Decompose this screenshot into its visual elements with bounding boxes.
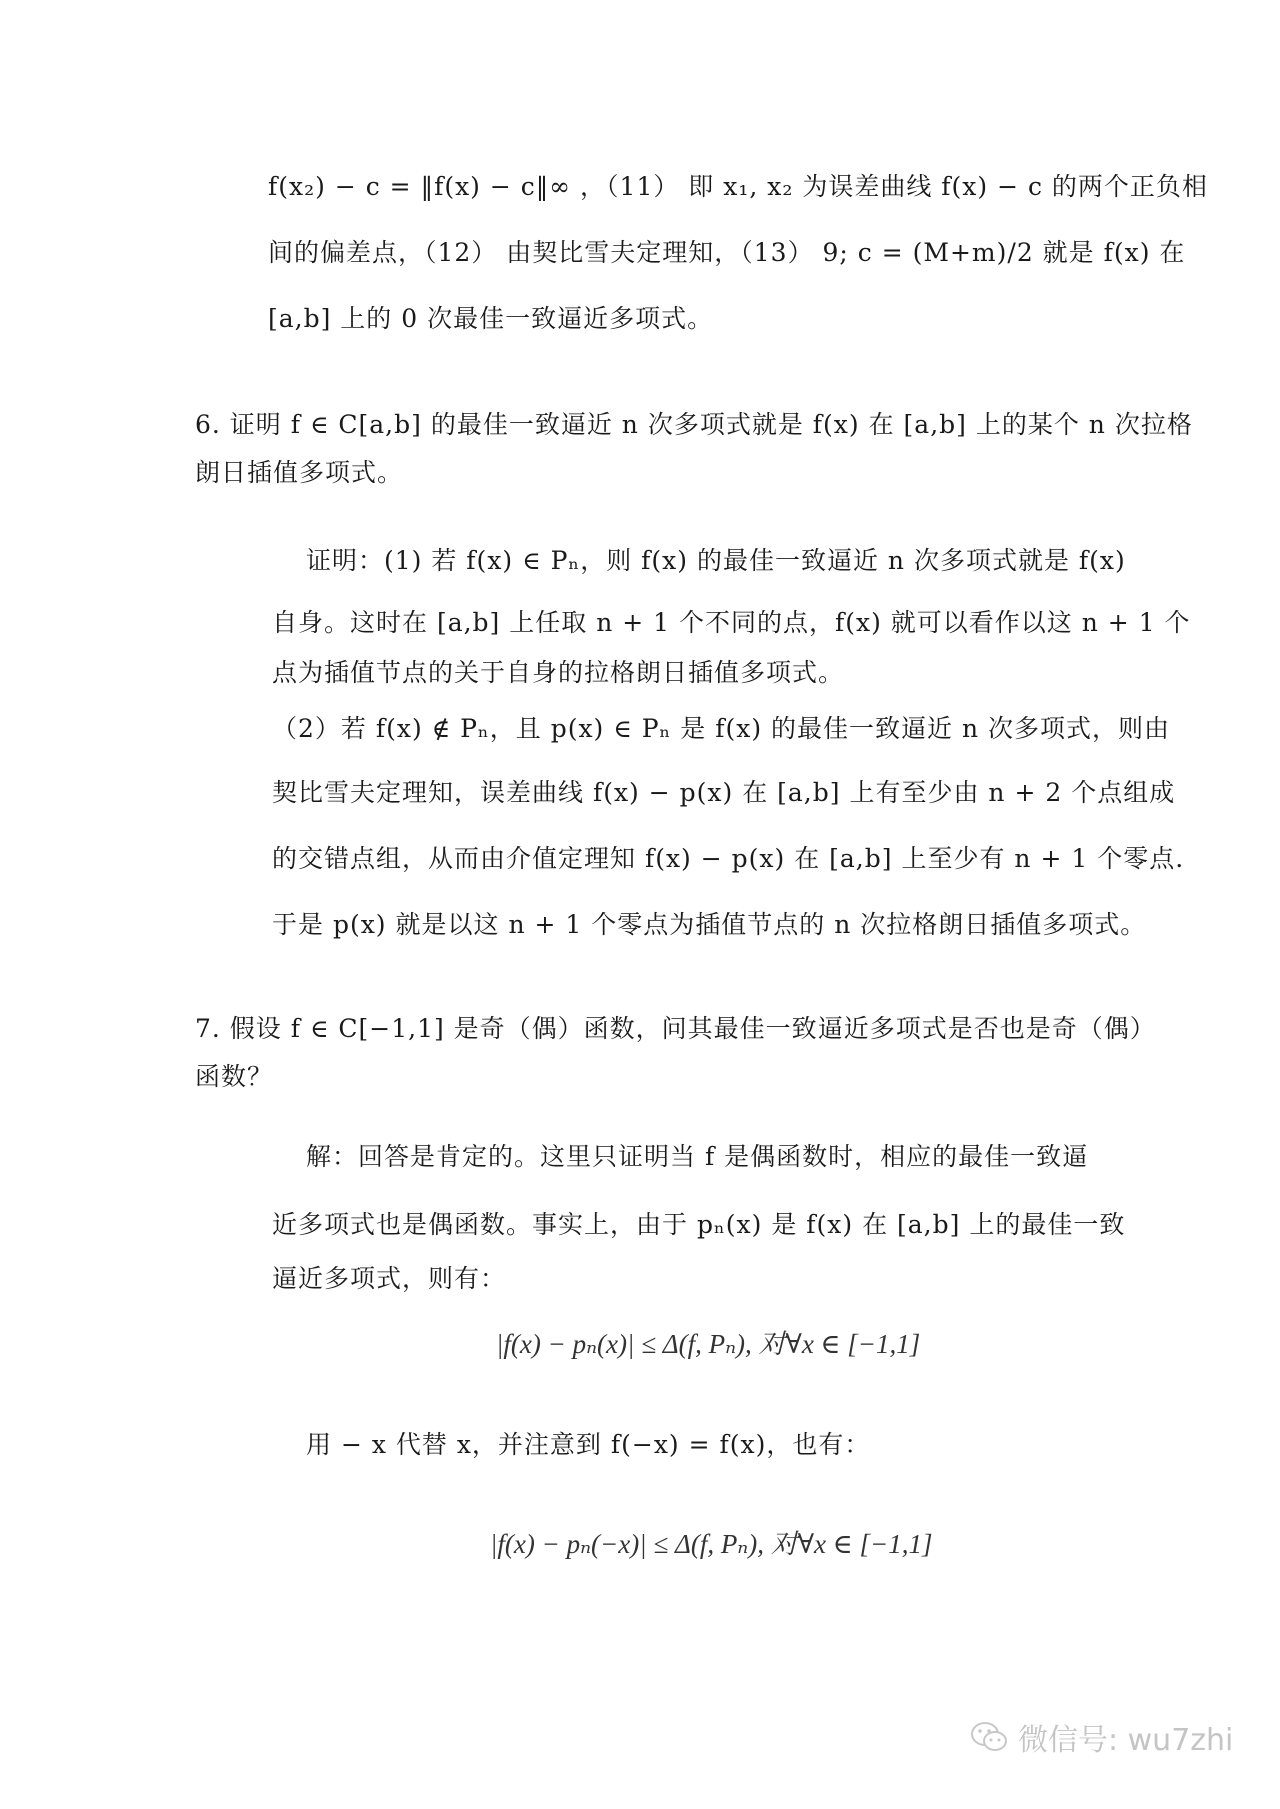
proof-line: 自身。这时在 [a,b] 上任取 n + 1 个不同的点，f(x) 就可以看作以这 n + 1 个	[272, 608, 1191, 637]
solution-line: 解：回答是肯定的。这里只证明当 f 是偶函数时，相应的最佳一致逼	[306, 1142, 1089, 1171]
inequality-equation-1: |f(x) − pₙ(x)| ≤ Δ(f, Pₙ), 对∀x ∈ [−1,1]	[496, 1329, 921, 1359]
inequality-equation-2: |f(x) − pₙ(−x)| ≤ Δ(f, Pₙ), 对∀x ∈ [−1,1]	[490, 1529, 933, 1559]
text-line: f(x₂) − c = ‖f(x) − c‖∞ ，（11） 即 x₁, x₂ 为误差曲线 f(x) − c 的两个正负相	[268, 172, 1208, 201]
solution-line: 用 − x 代替 x，并注意到 f(−x) = f(x)，也有：	[306, 1430, 871, 1459]
text-line: 间的偏差点，（12） 由契比雪夫定理知，（13） 9; c = (M+m)/2 就是 f(x) 在	[268, 238, 1186, 267]
proof-line: 的交错点组，从而由介值定理知 f(x) − p(x) 在 [a,b] 上至少有 n + 1 个零点.	[272, 844, 1185, 873]
solution-line: 近多项式也是偶函数。事实上，由于 pₙ(x) 是 f(x) 在 [a,b] 上的最佳一致	[272, 1210, 1126, 1239]
wechat-watermark	[970, 1715, 1233, 1759]
problem-7-statement-cont: 函数？	[195, 1062, 274, 1091]
watermark-label: 微信号: wu7zhi	[1018, 1723, 1234, 1758]
solution-line: 逼近多项式，则有：	[272, 1264, 507, 1293]
problem-6-statement: 6. 证明 f ∈ C[a,b] 的最佳一致逼近 n 次多项式就是 f(x) 在 [a,b] 上的某个 n 次拉格	[195, 410, 1193, 439]
wechat-icon	[970, 1720, 1008, 1754]
problem-6-statement-cont: 朗日插值多项式。	[195, 458, 404, 487]
proof-line: 证明：(1) 若 f(x) ∈ Pₙ，则 f(x) 的最佳一致逼近 n 次多项式就是 f(x)	[306, 546, 1126, 575]
proof-line: 契比雪夫定理知，误差曲线 f(x) − p(x) 在 [a,b] 上有至少由 n + 2 个点组成	[272, 778, 1176, 807]
text-line: [a,b] 上的 0 次最佳一致逼近多项式。	[268, 304, 714, 333]
proof-line: 点为插值节点的关于自身的拉格朗日插值多项式。	[272, 658, 845, 687]
proof-line: 于是 p(x) 就是以这 n + 1 个零点为插值节点的 n 次拉格朗日插值多项式。	[272, 910, 1147, 939]
proof-line: （2）若 f(x) ∉ Pₙ，且 p(x) ∈ Pₙ 是 f(x) 的最佳一致逼近 n 次多项式，则由	[272, 714, 1171, 743]
problem-7-statement: 7. 假设 f ∈ C[−1,1] 是奇（偶）函数，问其最佳一致逼近多项式是否也是奇（偶）	[195, 1014, 1156, 1043]
